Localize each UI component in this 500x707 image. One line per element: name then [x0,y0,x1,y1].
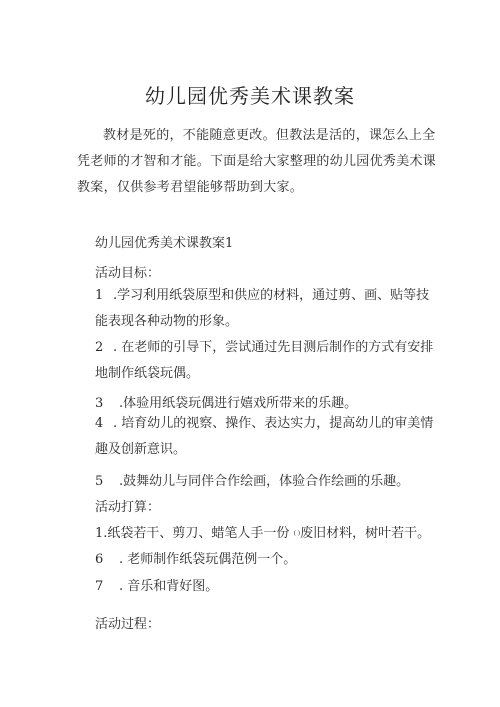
prep-number: 1. [95,526,108,541]
goal-text: .鼓舞幼儿与同伴合作绘画，体验合作绘画的乐趣。 [119,474,410,489]
goals-heading: 活动目标： [95,266,161,281]
goal-text: .学习利用纸袋原型和供应的材料，通过剪、画、贴等技能表现各种动物的形象。 [95,288,430,329]
prep-number: 7 [95,579,104,594]
section-heading: 幼儿园优秀美术课教案1 [95,236,234,251]
goal-number: 4 [95,416,104,431]
prep-number: 6 [95,552,104,567]
goal-item-2 [95,335,435,387]
goal-item-4 [95,411,435,463]
goal-number: 5 [95,474,104,489]
goal-number: 3 [95,396,104,411]
prep-heading: 活动打算： [95,500,161,515]
goal-item-1 [95,283,435,335]
prep-text: . 音乐和背好图。 [119,579,219,594]
goal-text: .体验用纸袋玩偶进行嬉戏所带来的乐趣。 [119,396,358,411]
goal-text: . 培育幼儿的视察、操作、表达实力，提高幼儿的审美情趣及创新意识。 [95,416,434,457]
prep-note: ( ) [293,530,301,537]
prep-text: 废旧材料，树叶若干。 [300,526,431,541]
prep-text: 纸袋若干、剪刀、蜡笔人手一份 [107,526,290,541]
goal-text: . 在老师的引导下，尝试通过先目测后制作的方式有安排地制作纸袋玩偶。 [95,340,434,381]
prep-text: . 老师制作纸袋玩偶范例一个。 [119,552,297,567]
process-heading: 活动过程： [95,617,161,632]
intro-paragraph: 教材是死的，不能随意更改。但教法是活的，课怎么上全凭老师的才智和才能。下面是给大家整理的幼儿园优秀美术课教案，仅供参考君望能够帮助到大家。 [77,128,437,195]
prep-item-6 [95,548,296,567]
prep-item-7 [95,575,218,594]
goal-number: 2 [95,340,104,355]
goal-number: 1 [95,288,104,303]
goal-item-5 [95,470,409,489]
document-title: 幼儿园优秀美术课教案 [145,84,355,108]
goal-item-3 [95,392,357,411]
prep-item-1 [95,522,430,541]
